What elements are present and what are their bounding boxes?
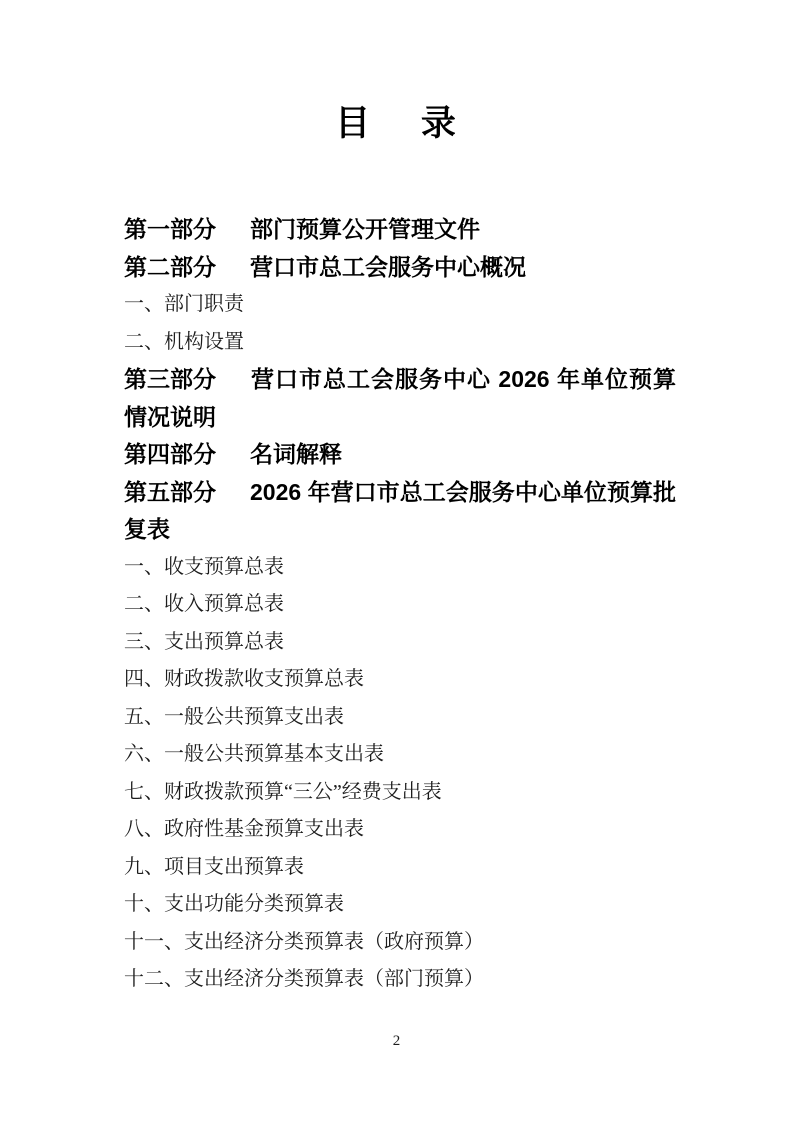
section-label: 第五部分 <box>124 478 216 505</box>
section-title: 部门预算公开管理文件 <box>250 216 480 242</box>
toc-item: 一、收支预算总表 <box>124 555 284 578</box>
toc-section-2 <box>124 249 676 287</box>
toc-section-4 <box>124 436 676 474</box>
section-label: 第四部分 <box>124 441 216 467</box>
toc-item: 二、机构设置 <box>124 330 244 353</box>
page-title: 目 录 <box>335 104 458 143</box>
toc-section-5 <box>124 474 676 549</box>
toc-item: 一、部门职责 <box>124 293 244 315</box>
toc-item: 八、政府性基金预算支出表 <box>124 818 364 840</box>
section-label: 第一部分 <box>124 216 216 242</box>
section-title: 名词解释 <box>250 441 342 467</box>
section-label: 第三部分 <box>124 366 216 392</box>
section-title: 2026 年营口市总工会服务中心单位预算批复表 <box>124 478 676 542</box>
table-of-contents <box>124 211 676 999</box>
toc-item: 二、收入预算总表 <box>124 593 284 615</box>
section-title: 营口市总工会服务中心 2026 年单位预算情况说明 <box>124 366 676 430</box>
toc-item: 十一、支出经济分类预算表（政府预算） <box>124 930 484 953</box>
section-label: 第二部分 <box>124 253 216 280</box>
toc-item: 五、一般公共预算支出表 <box>124 705 344 728</box>
toc-item: 十、支出功能分类预算表 <box>124 893 344 915</box>
toc-item: 七、财政拨款预算“三公”经费支出表 <box>124 780 442 803</box>
section-title: 营口市总工会服务中心概况 <box>250 253 526 280</box>
toc-item: 十二、支出经济分类预算表（部门预算） <box>124 968 484 990</box>
toc-section-3 <box>124 361 676 436</box>
toc-item: 六、一般公共预算基本支出表 <box>124 743 384 765</box>
toc-item: 三、支出预算总表 <box>124 630 284 653</box>
toc-item: 四、财政拨款收支预算总表 <box>124 668 364 690</box>
page-number: 2 <box>392 1033 401 1049</box>
toc-item: 九、项目支出预算表 <box>124 855 304 878</box>
toc-section-1 <box>124 211 676 249</box>
